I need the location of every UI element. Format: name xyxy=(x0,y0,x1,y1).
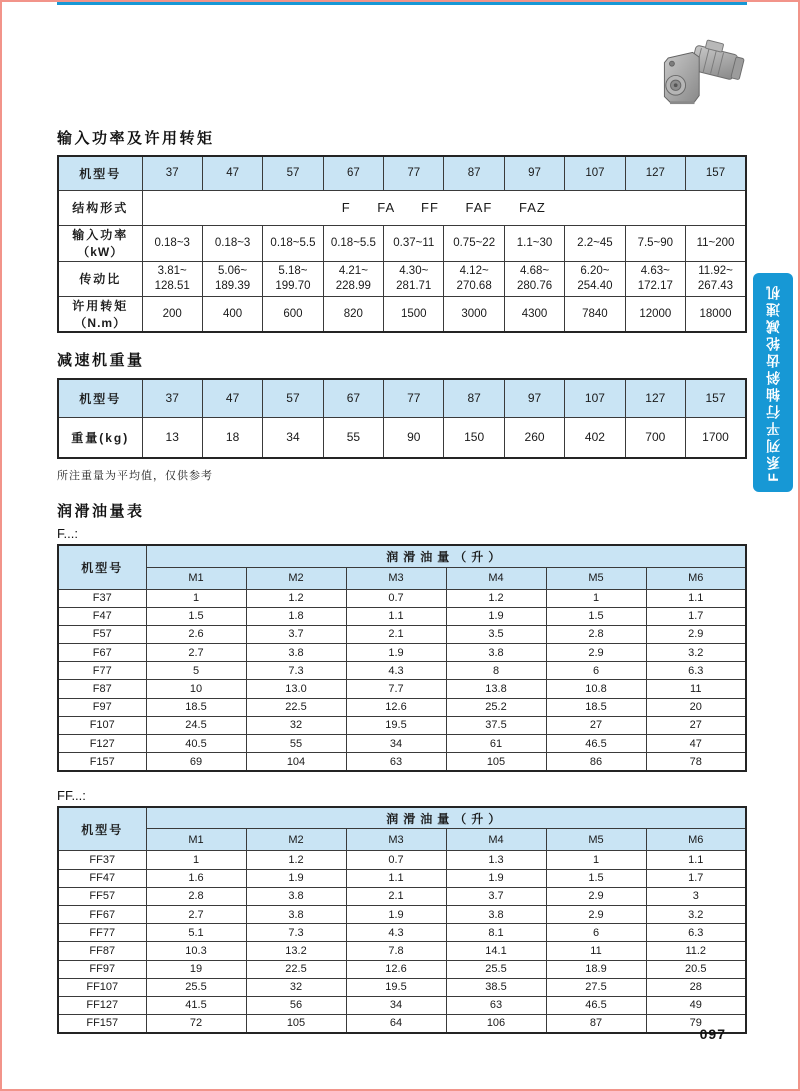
oil-quantity-cell: 10.3 xyxy=(146,942,246,960)
model-cell: FF87 xyxy=(58,942,146,960)
oil-quantity-cell: 13.8 xyxy=(446,680,546,698)
model-cell: 97 xyxy=(504,156,564,190)
oil-quantity-cell: 3.7 xyxy=(246,625,346,643)
page-number: 097 xyxy=(699,1026,726,1042)
oil-quantity-cell: 1.1 xyxy=(646,589,746,607)
oil-quantity-cell: 1.7 xyxy=(646,869,746,887)
oil-quantity-cell: 1.9 xyxy=(246,869,346,887)
row-header-model: 机型号 xyxy=(58,156,142,190)
oil-quantity-cell: 78 xyxy=(646,753,746,771)
oil-quantity-cell: 13.2 xyxy=(246,942,346,960)
model-cell: 107 xyxy=(565,156,625,190)
size-column-header: M4 xyxy=(446,567,546,589)
model-cell: 157 xyxy=(686,156,746,190)
weight-cell: 402 xyxy=(565,417,625,458)
oil-quantity-cell: 1.2 xyxy=(246,589,346,607)
model-cell: 127 xyxy=(625,156,685,190)
oil-quantity-cell: 7.3 xyxy=(246,662,346,680)
oil-quantity-cell: 1.5 xyxy=(546,607,646,625)
oil-quantity-cell: 56 xyxy=(246,996,346,1014)
lube-quantity-header: 润滑油量（升） xyxy=(146,545,746,567)
lube-col-header-model: 机型号 xyxy=(58,545,146,589)
weight-cell: 150 xyxy=(444,417,504,458)
oil-quantity-cell: 19 xyxy=(146,960,246,978)
model-cell: 77 xyxy=(384,379,444,417)
oil-quantity-cell: 86 xyxy=(546,753,646,771)
weight-row xyxy=(58,417,746,458)
oil-quantity-cell: 20 xyxy=(646,698,746,716)
lube-header-row-2 xyxy=(58,829,746,851)
oil-quantity-cell: 2.9 xyxy=(546,905,646,923)
oil-quantity-cell: 34 xyxy=(346,735,446,753)
row-header-structure: 结构形式 xyxy=(58,190,142,225)
torque-cell: 200 xyxy=(142,296,202,332)
size-column-header: M2 xyxy=(246,567,346,589)
oil-quantity-cell: 1.9 xyxy=(346,644,446,662)
oil-quantity-cell: 41.5 xyxy=(146,996,246,1014)
oil-quantity-cell: 6 xyxy=(546,924,646,942)
oil-quantity-cell: 19.5 xyxy=(346,978,446,996)
model-cell: F107 xyxy=(58,716,146,734)
model-cell: 37 xyxy=(142,379,202,417)
oil-quantity-cell: 3.8 xyxy=(246,905,346,923)
lube-header-row-1 xyxy=(58,807,746,829)
oil-quantity-cell: 24.5 xyxy=(146,716,246,734)
row-header-ratio: 传动比 xyxy=(58,261,142,296)
table-row xyxy=(58,960,746,978)
oil-quantity-cell: 64 xyxy=(346,1015,446,1033)
oil-quantity-cell: 8.1 xyxy=(446,924,546,942)
reducer-weight-table xyxy=(57,378,747,459)
oil-quantity-cell: 3.2 xyxy=(646,644,746,662)
oil-quantity-cell: 2.1 xyxy=(346,887,446,905)
table-row xyxy=(58,735,746,753)
oil-quantity-cell: 27 xyxy=(546,716,646,734)
oil-quantity-cell: 20.5 xyxy=(646,960,746,978)
model-cell: 57 xyxy=(263,379,323,417)
oil-quantity-cell: 11.2 xyxy=(646,942,746,960)
oil-quantity-cell: 63 xyxy=(346,753,446,771)
weight-cell: 55 xyxy=(323,417,383,458)
oil-quantity-cell: 1.2 xyxy=(246,851,346,869)
oil-quantity-cell: 1.9 xyxy=(446,607,546,625)
weight-note: 所注重量为平均值，仅供参考 xyxy=(57,470,213,482)
size-column-header: M3 xyxy=(346,567,446,589)
shaft-center xyxy=(674,83,678,87)
oil-quantity-cell: 38.5 xyxy=(446,978,546,996)
input-power-cell: 0.37~11 xyxy=(384,225,444,261)
oil-quantity-cell: 55 xyxy=(246,735,346,753)
series-label-f: F...: xyxy=(57,526,78,541)
model-cell: 77 xyxy=(384,156,444,190)
oil-quantity-cell: 1.9 xyxy=(446,869,546,887)
size-column-header: M4 xyxy=(446,829,546,851)
section-title-input-power: 输入功率及许用转矩 xyxy=(57,130,215,147)
oil-quantity-cell: 2.9 xyxy=(546,644,646,662)
oil-quantity-cell: 22.5 xyxy=(246,698,346,716)
model-cell: F47 xyxy=(58,607,146,625)
model-cell: 67 xyxy=(323,156,383,190)
ratio-cell: 3.81~ 128.51 xyxy=(142,261,202,296)
oil-quantity-cell: 32 xyxy=(246,978,346,996)
model-cell: 37 xyxy=(142,156,202,190)
table-row xyxy=(58,753,746,771)
oil-quantity-cell: 8 xyxy=(446,662,546,680)
torque-cell: 12000 xyxy=(625,296,685,332)
table-row xyxy=(58,851,746,869)
torque-cell: 7840 xyxy=(565,296,625,332)
oil-quantity-cell: 2.7 xyxy=(146,905,246,923)
model-cell: 127 xyxy=(625,379,685,417)
table-row xyxy=(58,607,746,625)
input-power-cell: 2.2~45 xyxy=(565,225,625,261)
oil-quantity-cell: 27.5 xyxy=(546,978,646,996)
ratio-cell: 4.12~ 270.68 xyxy=(444,261,504,296)
weight-cell: 700 xyxy=(625,417,685,458)
table-row xyxy=(58,942,746,960)
ratio-cell: 5.18~ 199.70 xyxy=(263,261,323,296)
torque-cell: 18000 xyxy=(686,296,746,332)
size-column-header: M1 xyxy=(146,829,246,851)
oil-quantity-cell: 10.8 xyxy=(546,680,646,698)
oil-quantity-cell: 0.7 xyxy=(346,851,446,869)
oil-quantity-cell: 2.6 xyxy=(146,625,246,643)
weight-cell: 18 xyxy=(202,417,262,458)
oil-quantity-cell: 49 xyxy=(646,996,746,1014)
model-cell: 97 xyxy=(504,379,564,417)
model-cell: FF97 xyxy=(58,960,146,978)
oil-quantity-cell: 40.5 xyxy=(146,735,246,753)
weight-cell: 13 xyxy=(142,417,202,458)
oil-quantity-cell: 25.5 xyxy=(446,960,546,978)
table-row xyxy=(58,589,746,607)
oil-quantity-cell: 12.6 xyxy=(346,960,446,978)
oil-quantity-cell: 7.7 xyxy=(346,680,446,698)
table-row xyxy=(58,698,746,716)
input-power-cell: 0.18~5.5 xyxy=(263,225,323,261)
oil-quantity-cell: 2.9 xyxy=(546,887,646,905)
oil-quantity-cell: 10 xyxy=(146,680,246,698)
ratio-row xyxy=(58,261,746,296)
input-power-cell: 1.1~30 xyxy=(504,225,564,261)
torque-cell: 600 xyxy=(263,296,323,332)
model-cell: FF37 xyxy=(58,851,146,869)
oil-quantity-cell: 1.5 xyxy=(546,869,646,887)
oil-quantity-cell: 1.9 xyxy=(346,905,446,923)
oil-quantity-cell: 2.9 xyxy=(646,625,746,643)
base-foot xyxy=(670,101,694,104)
oil-quantity-cell: 79 xyxy=(646,1015,746,1033)
weight-cell: 34 xyxy=(263,417,323,458)
oil-quantity-cell: 34 xyxy=(346,996,446,1014)
oil-quantity-cell: 4.3 xyxy=(346,924,446,942)
torque-cell: 4300 xyxy=(504,296,564,332)
oil-quantity-cell: 7.3 xyxy=(246,924,346,942)
lubricant-table-f xyxy=(57,544,747,772)
model-cell: FF67 xyxy=(58,905,146,923)
oil-quantity-cell: 106 xyxy=(446,1015,546,1033)
oil-quantity-cell: 3.8 xyxy=(246,887,346,905)
table-row xyxy=(58,996,746,1014)
size-column-header: M6 xyxy=(646,567,746,589)
oil-quantity-cell: 22.5 xyxy=(246,960,346,978)
oil-quantity-cell: 18.9 xyxy=(546,960,646,978)
model-cell: 107 xyxy=(565,379,625,417)
model-header-row xyxy=(58,156,746,190)
torque-cell: 820 xyxy=(323,296,383,332)
oil-quantity-cell: 3 xyxy=(646,887,746,905)
oil-quantity-cell: 47 xyxy=(646,735,746,753)
ratio-cell: 4.68~ 280.76 xyxy=(504,261,564,296)
oil-quantity-cell: 3.2 xyxy=(646,905,746,923)
oil-quantity-cell: 105 xyxy=(246,1015,346,1033)
oil-quantity-cell: 6.3 xyxy=(646,924,746,942)
oil-quantity-cell: 14.1 xyxy=(446,942,546,960)
model-cell: FF107 xyxy=(58,978,146,996)
model-cell: F67 xyxy=(58,644,146,662)
oil-quantity-cell: 1.1 xyxy=(346,869,446,887)
model-cell: FF57 xyxy=(58,887,146,905)
oil-quantity-cell: 2.1 xyxy=(346,625,446,643)
input-power-cell: 0.18~5.5 xyxy=(323,225,383,261)
input-power-torque-table xyxy=(57,155,747,333)
oil-quantity-cell: 6.3 xyxy=(646,662,746,680)
structure-row xyxy=(58,190,746,225)
oil-quantity-cell: 19.5 xyxy=(346,716,446,734)
table-row xyxy=(58,1015,746,1033)
model-cell: F57 xyxy=(58,625,146,643)
size-column-header: M3 xyxy=(346,829,446,851)
oil-quantity-cell: 1.7 xyxy=(646,607,746,625)
section-title-lubricant: 润滑油量表 xyxy=(57,503,145,520)
oil-quantity-cell: 11 xyxy=(546,942,646,960)
oil-quantity-cell: 1.1 xyxy=(646,851,746,869)
model-cell: F77 xyxy=(58,662,146,680)
model-cell: F127 xyxy=(58,735,146,753)
oil-quantity-cell: 13.0 xyxy=(246,680,346,698)
model-cell: 67 xyxy=(323,379,383,417)
page-header xyxy=(2,2,798,111)
oil-quantity-cell: 2.7 xyxy=(146,644,246,662)
table-row xyxy=(58,869,746,887)
model-cell: 57 xyxy=(263,156,323,190)
model-cell: FF77 xyxy=(58,924,146,942)
input-power-cell: 0.18~3 xyxy=(142,225,202,261)
oil-quantity-cell: 12.6 xyxy=(346,698,446,716)
oil-quantity-cell: 18.5 xyxy=(146,698,246,716)
oil-quantity-cell: 28 xyxy=(646,978,746,996)
mounting-hole xyxy=(669,61,674,66)
weight-cell: 90 xyxy=(384,417,444,458)
ratio-cell: 5.06~ 189.39 xyxy=(202,261,262,296)
lube-header-row-2 xyxy=(58,567,746,589)
oil-quantity-cell: 5.1 xyxy=(146,924,246,942)
oil-quantity-cell: 72 xyxy=(146,1015,246,1033)
oil-quantity-cell: 1 xyxy=(546,589,646,607)
lube-quantity-header: 润滑油量（升） xyxy=(146,807,746,829)
ratio-cell: 4.21~ 228.99 xyxy=(323,261,383,296)
oil-quantity-cell: 87 xyxy=(546,1015,646,1033)
lubricant-table-ff xyxy=(57,806,747,1034)
gearmotor-product-image xyxy=(655,38,749,110)
oil-quantity-cell: 3.8 xyxy=(246,644,346,662)
oil-quantity-cell: 2.8 xyxy=(146,887,246,905)
model-cell: FF47 xyxy=(58,869,146,887)
input-power-cell: 11~200 xyxy=(686,225,746,261)
page-content xyxy=(57,127,747,1034)
oil-quantity-cell: 46.5 xyxy=(546,996,646,1014)
torque-cell: 400 xyxy=(202,296,262,332)
table-row xyxy=(58,644,746,662)
oil-quantity-cell: 104 xyxy=(246,753,346,771)
input-power-cell: 0.75~22 xyxy=(444,225,504,261)
model-cell: 47 xyxy=(202,379,262,417)
oil-quantity-cell: 1.8 xyxy=(246,607,346,625)
oil-quantity-cell: 61 xyxy=(446,735,546,753)
section-title-weight: 减速机重量 xyxy=(57,352,145,369)
oil-quantity-cell: 3.8 xyxy=(446,644,546,662)
size-column-header: M2 xyxy=(246,829,346,851)
oil-quantity-cell: 1 xyxy=(146,851,246,869)
model-cell: 87 xyxy=(444,379,504,417)
oil-quantity-cell: 3.5 xyxy=(446,625,546,643)
oil-quantity-cell: 27 xyxy=(646,716,746,734)
ratio-cell: 11.92~ 267.43 xyxy=(686,261,746,296)
header-divider-line xyxy=(57,2,747,5)
table-row xyxy=(58,978,746,996)
ratio-cell: 4.63~ 172.17 xyxy=(625,261,685,296)
model-header-row xyxy=(58,379,746,417)
oil-quantity-cell: 1.5 xyxy=(146,607,246,625)
weight-cell: 1700 xyxy=(686,417,746,458)
oil-quantity-cell: 1.1 xyxy=(346,607,446,625)
size-column-header: M6 xyxy=(646,829,746,851)
model-cell: F157 xyxy=(58,753,146,771)
series-side-tab xyxy=(753,273,793,492)
oil-quantity-cell: 63 xyxy=(446,996,546,1014)
oil-quantity-cell: 1 xyxy=(546,851,646,869)
ratio-cell: 6.20~ 254.40 xyxy=(565,261,625,296)
table-row xyxy=(58,662,746,680)
input-power-row xyxy=(58,225,746,261)
model-cell: FF157 xyxy=(58,1015,146,1033)
model-cell: F97 xyxy=(58,698,146,716)
oil-quantity-cell: 46.5 xyxy=(546,735,646,753)
oil-quantity-cell: 7.8 xyxy=(346,942,446,960)
oil-quantity-cell: 3.8 xyxy=(446,905,546,923)
lube-header-row-1 xyxy=(58,545,746,567)
row-header-model: 机型号 xyxy=(58,379,142,417)
row-header-input-power: 输入功率 （kW） xyxy=(58,225,142,261)
model-cell: FF127 xyxy=(58,996,146,1014)
model-cell: 87 xyxy=(444,156,504,190)
table-row xyxy=(58,887,746,905)
oil-quantity-cell: 6 xyxy=(546,662,646,680)
oil-quantity-cell: 105 xyxy=(446,753,546,771)
oil-quantity-cell: 69 xyxy=(146,753,246,771)
table-row xyxy=(58,905,746,923)
size-column-header: M1 xyxy=(146,567,246,589)
weight-cell: 260 xyxy=(504,417,564,458)
oil-quantity-cell: 3.7 xyxy=(446,887,546,905)
table-row xyxy=(58,680,746,698)
oil-quantity-cell: 32 xyxy=(246,716,346,734)
model-cell: F37 xyxy=(58,589,146,607)
row-header-torque: 许用转矩 （N.m） xyxy=(58,296,142,332)
lube-col-header-model: 机型号 xyxy=(58,807,146,851)
oil-quantity-cell: 4.3 xyxy=(346,662,446,680)
ratio-cell: 4.30~ 281.71 xyxy=(384,261,444,296)
oil-quantity-cell: 5 xyxy=(146,662,246,680)
size-column-header: M5 xyxy=(546,567,646,589)
oil-quantity-cell: 1.3 xyxy=(446,851,546,869)
input-power-cell: 7.5~90 xyxy=(625,225,685,261)
table-row xyxy=(58,625,746,643)
torque-cell: 3000 xyxy=(444,296,504,332)
table-row xyxy=(58,716,746,734)
oil-quantity-cell: 1.2 xyxy=(446,589,546,607)
model-cell: 157 xyxy=(686,379,746,417)
oil-quantity-cell: 1.6 xyxy=(146,869,246,887)
oil-quantity-cell: 2.8 xyxy=(546,625,646,643)
input-power-cell: 0.18~3 xyxy=(202,225,262,261)
torque-row xyxy=(58,296,746,332)
row-header-weight: 重量(kg) xyxy=(58,417,142,458)
model-cell: 47 xyxy=(202,156,262,190)
series-label-ff: FF...: xyxy=(57,787,86,803)
oil-quantity-cell: 0.7 xyxy=(346,589,446,607)
oil-quantity-cell: 37.5 xyxy=(446,716,546,734)
oil-quantity-cell: 25.2 xyxy=(446,698,546,716)
size-column-header: M5 xyxy=(546,829,646,851)
structure-forms-cell: F FA FF FAF FAZ xyxy=(142,190,746,225)
torque-cell: 1500 xyxy=(384,296,444,332)
oil-quantity-cell: 18.5 xyxy=(546,698,646,716)
oil-quantity-cell: 11 xyxy=(646,680,746,698)
series-side-tab-label: F系列平行轴斜齿轮减速机 xyxy=(765,283,781,482)
table-row xyxy=(58,924,746,942)
model-cell: F87 xyxy=(58,680,146,698)
oil-quantity-cell: 25.5 xyxy=(146,978,246,996)
oil-quantity-cell: 1 xyxy=(146,589,246,607)
